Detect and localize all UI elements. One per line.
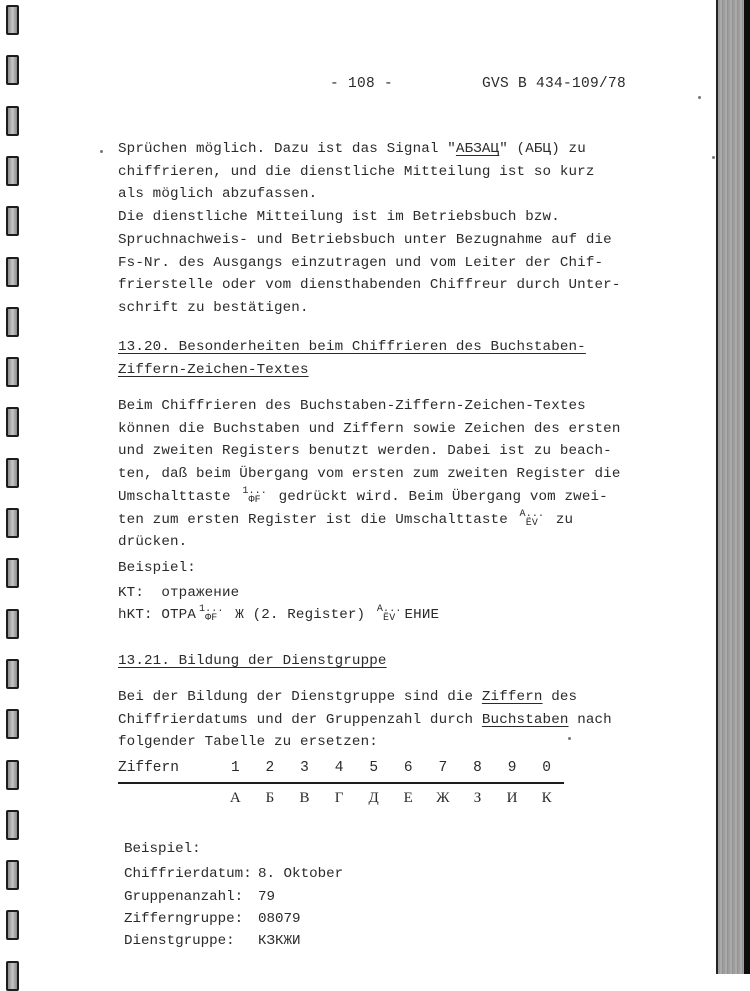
letter-cell: З	[473, 790, 482, 806]
example-row	[124, 908, 343, 930]
letter-cell: Д	[368, 790, 379, 806]
example-value: КЗКЖИ	[258, 933, 301, 950]
hkt-part: Ж (2. Register)	[235, 607, 366, 623]
example-row	[124, 886, 343, 908]
letter-shift-key	[377, 605, 402, 623]
letter-shift-key	[520, 510, 545, 528]
example-row	[124, 930, 343, 952]
text-line: Spruchnachweis- und Betriebsbuch unter Bezugnahme auf die	[118, 231, 612, 248]
letters-row	[118, 783, 564, 809]
digits-row	[118, 758, 564, 783]
kt-line	[118, 582, 239, 605]
row-label-empty	[118, 783, 218, 809]
example-key: Dienstgruppe:	[124, 933, 235, 950]
digit-cell: 5	[356, 758, 391, 783]
digit-letter-table	[118, 758, 564, 809]
example-rows	[124, 863, 343, 952]
speck	[100, 150, 103, 153]
example-key: Zifferngruppe:	[124, 910, 244, 927]
example-value: 8. Oktober	[258, 866, 344, 883]
binding-hole	[6, 458, 19, 488]
letter-cell: К	[541, 790, 552, 806]
page-number: - 108 -	[330, 76, 394, 92]
row-label: Ziffern	[118, 758, 218, 783]
underlined-word: Buchstaben	[481, 711, 569, 728]
heading-line: 13.20. Besonderheiten beim Chiffrieren des Buchstaben-	[118, 339, 586, 355]
binding-hole	[6, 709, 19, 739]
example-label: Beispiel:	[118, 560, 196, 576]
binding-hole	[6, 55, 19, 85]
text-line: als möglich abzufassen.	[118, 186, 318, 203]
letter-cell: Б	[265, 790, 275, 806]
binding-hole	[6, 156, 19, 186]
section-heading-13-21: 13.21. Bildung der Dienstgruppe	[118, 653, 387, 669]
kt-value: отражение	[161, 585, 240, 601]
text-line: des	[542, 689, 578, 705]
binding-hole	[6, 206, 19, 236]
text-line: Sprüchen möglich. Dazu ist das Signal "	[118, 141, 456, 157]
digit-cell: 8	[460, 758, 495, 783]
paragraph-13-20	[118, 395, 621, 554]
binding-hole	[6, 609, 19, 639]
paragraph-13-21	[118, 686, 612, 754]
figure-shift-key	[242, 487, 267, 505]
binding-hole	[6, 407, 19, 437]
binding-hole	[6, 307, 19, 337]
binding-hole	[6, 508, 19, 538]
text-line: gedrückt wird. Beim Übergang vom zwei-	[278, 488, 608, 505]
key-top: 1...	[242, 486, 267, 498]
text-line: Die dienstliche Mitteilung ist im Betriebsbuch bzw.	[118, 209, 560, 226]
letter-cell: В	[299, 790, 310, 806]
digit-cell: 2	[253, 758, 288, 783]
digit-cell: 0	[529, 758, 564, 783]
binding-hole	[6, 106, 19, 136]
section-heading-13-20	[118, 336, 586, 381]
text-line: und zweiten Registers benutzt werden. Dabei ist zu beach-	[118, 443, 612, 460]
key-bottom: ЁV	[525, 517, 538, 529]
binding-holes	[6, 0, 20, 974]
binding-hole	[6, 961, 19, 991]
example-value: 08079	[258, 910, 301, 927]
digit-cell: 6	[391, 758, 426, 783]
key-top: 1...	[198, 604, 224, 616]
example-13-20	[118, 557, 196, 580]
text-line: chiffrieren, und die dienstliche Mitteilung ist so kurz	[118, 163, 595, 180]
kt-label: KT:	[118, 585, 144, 601]
signal-abzats: АБЗАЦ	[455, 141, 500, 157]
binding-hole	[6, 910, 19, 940]
digit-cell: 4	[322, 758, 357, 783]
hkt-part: ЕНИЕ	[404, 607, 440, 623]
text-line: drücken.	[118, 534, 188, 551]
binding-hole	[6, 5, 19, 35]
key-top: A...	[519, 508, 545, 520]
digit-cell: 1	[218, 758, 253, 783]
binding-hole	[6, 257, 19, 287]
text-line: Fs-Nr. des Ausgangs einzutragen und vom Leiter der Chif-	[118, 254, 604, 271]
heading-line: Ziffern-Zeichen-Textes	[118, 361, 309, 378]
digit-cell: 9	[495, 758, 530, 783]
letter-cell: Е	[403, 790, 413, 806]
text-line: Bei der Bildung der Dienstgruppe sind die	[118, 689, 482, 705]
digit-cell: 3	[287, 758, 322, 783]
example-key: Gruppenanzahl:	[124, 888, 244, 905]
binding-hole	[6, 810, 19, 840]
binding-hole	[6, 860, 19, 890]
speck	[712, 156, 715, 159]
example-key: Chiffrierdatum:	[124, 866, 252, 883]
text-line: folgender Tabelle zu ersetzen:	[118, 734, 378, 751]
binding-hole	[6, 357, 19, 387]
letter-cell: И	[506, 790, 518, 806]
text-line: können die Buchstaben und Ziffern sowie Zeichen des ersten	[118, 420, 621, 437]
text-line: Umschalttaste	[118, 488, 231, 505]
document-reference: GVS B 434-109/78	[482, 76, 627, 92]
key-bottom: ЁV	[383, 613, 396, 625]
key-top: A...	[376, 604, 402, 616]
text-line: schrift zu bestätigen.	[118, 299, 309, 316]
letter-cell: А	[229, 790, 241, 806]
text-line: Beim Chiffrieren des Buchstaben-Ziffern-Zeichen-Textes	[118, 398, 586, 414]
text-line: frierstelle oder vom diensthabenden Chiffreur durch Unter-	[118, 277, 621, 294]
speck	[698, 96, 701, 99]
letter-cell: Г	[334, 790, 344, 806]
binding-hole	[6, 760, 19, 790]
binding-hole	[6, 659, 19, 689]
text-line: " (АБЦ) zu	[499, 141, 586, 157]
example-label: Beispiel:	[124, 841, 201, 857]
letter-cell: Ж	[436, 790, 450, 806]
binding-hole	[6, 558, 19, 588]
text-line: nach	[568, 711, 612, 728]
digit-cell: 7	[426, 758, 461, 783]
hkt-part: OTPA	[161, 607, 196, 623]
figure-shift-key	[199, 605, 224, 623]
hkt-line	[118, 604, 439, 627]
paragraph-signal	[118, 138, 621, 320]
example-value: 79	[258, 888, 276, 905]
text-line: ten zum ersten Register ist die Umschalttaste	[118, 511, 508, 528]
text-line: zu	[555, 511, 574, 528]
example-row	[124, 863, 343, 885]
page-header	[330, 76, 626, 92]
key-bottom: ФF	[205, 613, 218, 625]
speck	[568, 737, 571, 740]
key-bottom: ФF	[248, 495, 261, 507]
text-line: ten, daß beim Übergang vom ersten zum zweiten Register die	[118, 466, 621, 483]
underlined-word: Ziffern	[481, 689, 543, 705]
hkt-label: hKT:	[118, 607, 153, 623]
example-13-21	[124, 838, 343, 952]
text-line: Chiffrierdatums und der Gruppenzahl durch	[118, 711, 482, 728]
page-edge-shadow	[716, 0, 750, 974]
